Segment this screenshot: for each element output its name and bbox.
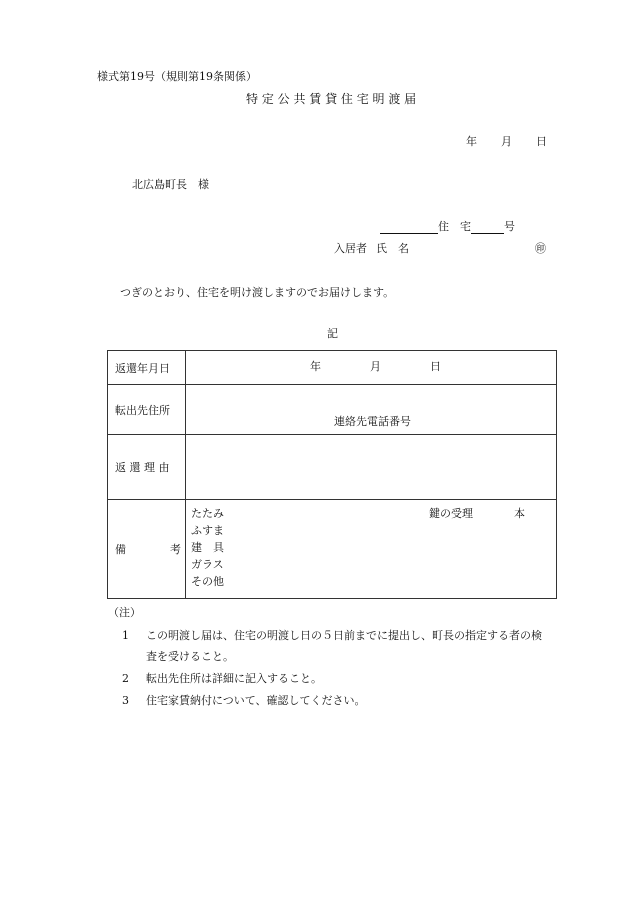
- address-label: 住 宅: [438, 220, 471, 233]
- note-number: 1: [122, 629, 129, 642]
- phone-label: 連絡先電話番号: [334, 415, 411, 428]
- remarks-item: ガラス: [191, 558, 224, 571]
- note-text: 転出先住所は詳細に記入すること。: [146, 672, 322, 685]
- house-number-blank[interactable]: [471, 221, 504, 234]
- addressee: 北広島町長 様: [132, 178, 209, 191]
- remarks-item: その他: [191, 575, 224, 588]
- return-date-label: 返還年月日: [108, 351, 186, 385]
- return-month-label: 月: [370, 360, 381, 373]
- form-title: 特 定 公 共 賃 貸 住 宅 明 渡 届: [246, 92, 417, 106]
- details-table: [107, 350, 557, 599]
- seal-mark: ㊞: [535, 242, 546, 255]
- note-text: この明渡し届は、住宅の明渡し日の５日前までに提出し、町長の指定する者の検: [146, 629, 542, 642]
- note-number: 2: [122, 672, 129, 685]
- address-blank[interactable]: [380, 221, 438, 234]
- remarks-label: 備 考: [108, 500, 186, 599]
- date-year-label: 年: [466, 135, 477, 148]
- remarks-item: ふすま: [191, 524, 224, 537]
- resident-role-label: 入居者: [334, 242, 367, 255]
- reason-field[interactable]: [186, 435, 557, 500]
- new-address-row: [108, 385, 557, 435]
- return-date-field[interactable]: [186, 351, 557, 385]
- new-address-field[interactable]: [186, 385, 557, 435]
- remarks-field[interactable]: [186, 500, 557, 599]
- remarks-item: たたみ: [191, 507, 224, 520]
- key-unit-label: 本: [514, 507, 525, 520]
- body-text: つぎのとおり、住宅を明け渡しますのでお届けします。: [120, 286, 395, 299]
- form-number: 様式第19号（規則第19条関係）: [97, 70, 257, 83]
- ki-heading: 記: [327, 327, 338, 340]
- reason-row: [108, 435, 557, 500]
- address-line: [380, 220, 515, 234]
- note-text-continued: 査を受けること。: [146, 650, 234, 663]
- notes-title: （注）: [108, 606, 141, 619]
- return-day-label: 日: [430, 360, 441, 373]
- house-number-suffix: 号: [504, 220, 515, 233]
- return-year-label: 年: [310, 360, 321, 373]
- return-date-row: [108, 351, 557, 385]
- reason-label: 返 還 理 由: [108, 435, 186, 500]
- date-month-label: 月: [501, 135, 512, 148]
- key-receipt-label: 鍵の受理: [429, 507, 473, 520]
- new-address-label: 転出先住所: [108, 385, 186, 435]
- note-text: 住宅家賃納付について、確認してください。: [146, 694, 366, 707]
- resident-name-label: 氏 名: [376, 242, 409, 255]
- date-day-label: 日: [536, 135, 547, 148]
- remarks-item: 建 具: [191, 541, 224, 554]
- note-number: 3: [122, 694, 129, 707]
- remarks-items: [191, 505, 224, 590]
- remarks-row: [108, 500, 557, 599]
